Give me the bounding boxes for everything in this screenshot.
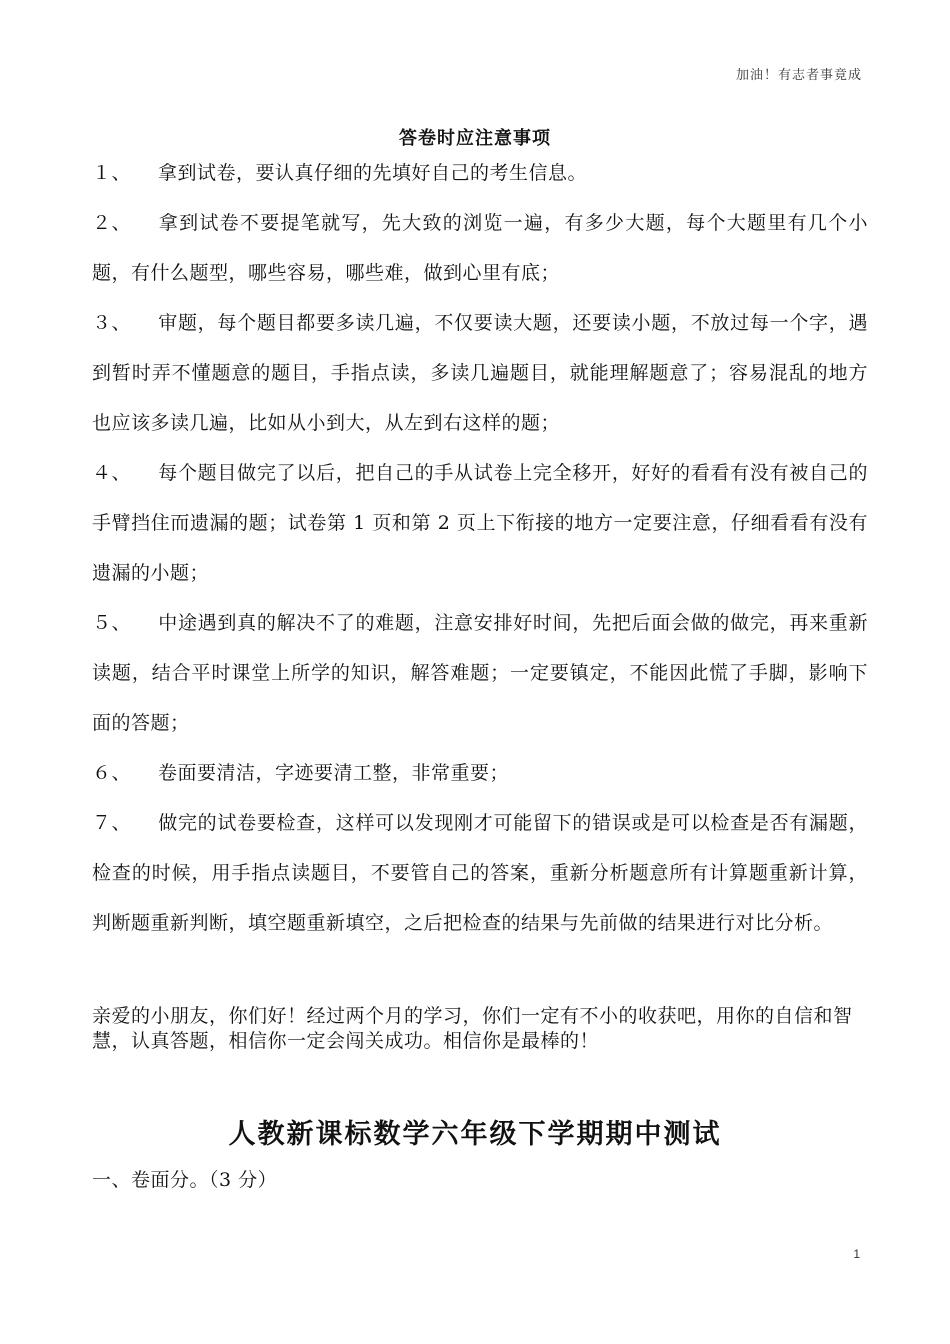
rule-text: 拿到试卷，要认真仔细的先填好自己的考生信息。 <box>158 162 588 184</box>
rule-text: 拿到试卷不要提笔就写，先大致的浏览一遍，有多少大题，每个大题里有几个小题，有什么题型，哪些容易，哪些难，做到心里有底； <box>92 212 868 284</box>
rule-number: ６、 <box>92 762 132 784</box>
rule-item <box>92 448 868 598</box>
notice-title: 答卷时应注意事项 <box>399 128 551 149</box>
rule-item <box>92 298 868 448</box>
greeting-paragraph: 亲爱的小朋友，你们好！经过两个月的学习，你们一定有不小的收获吧，用你的自信和智慧，认真答题，相信你一定会闯关成功。相信你是最棒的！ <box>92 1005 853 1052</box>
rule-item <box>92 748 868 798</box>
rule-number: １、 <box>92 162 132 184</box>
rule-text: 每个题目做完了以后，把自己的手从试卷上完全移开，好好的看看有没有被自己的手臂挡住而遗漏的题；试卷第 1 页和第 2 页上下衔接的地方一定要注意，仔细看看有没有遗漏的小题； <box>92 462 868 584</box>
rules-list <box>92 148 868 948</box>
rule-number: ５、 <box>92 612 132 634</box>
rule-text: 卷面要清洁，字迹要清工整，非常重要； <box>158 762 510 784</box>
rule-item <box>92 598 868 748</box>
section-heading: 一、卷面分。（3 分） <box>92 1169 278 1191</box>
rule-text: 做完的试卷要检查，这样可以发现刚才可能留下的错误或是可以检查是否有漏题，检查的时候，用手指点读题目，不要管自己的答案，重新分析题意所有计算题重新计算，判断题重新判断，填空题重新填空，之后把检查的结果与先前做的结果进行对比分析。 <box>92 812 868 934</box>
rule-number: ４、 <box>92 462 132 484</box>
rule-item <box>92 798 868 948</box>
rule-text: 中途遇到真的解决不了的难题，注意安排好时间，先把后面会做的做完，再来重新读题，结合平时课堂上所学的知识，解答难题；一定要镇定，不能因此慌了手脚，影响下面的答题； <box>92 612 868 734</box>
rule-number: ２、 <box>92 212 132 234</box>
rule-number: ３、 <box>92 312 132 334</box>
header-motto: 加油！有志者事竟成 <box>735 68 862 83</box>
rule-item <box>92 148 868 198</box>
exam-title: 人教新课标数学六年级下学期期中测试 <box>228 1119 722 1150</box>
rule-text: 审题，每个题目都要多读几遍，不仅要读大题，还要读小题，不放过每一个字，遇到暂时弄不懂题意的题目，手指点读，多读几遍题目，就能理解题意了；容易混乱的地方也应该多读几遍，比如从小到大，从左到右这样的题； <box>92 312 868 434</box>
rule-number: ７、 <box>92 812 132 834</box>
page-number: 1 <box>853 1247 860 1261</box>
rule-item <box>92 198 868 298</box>
